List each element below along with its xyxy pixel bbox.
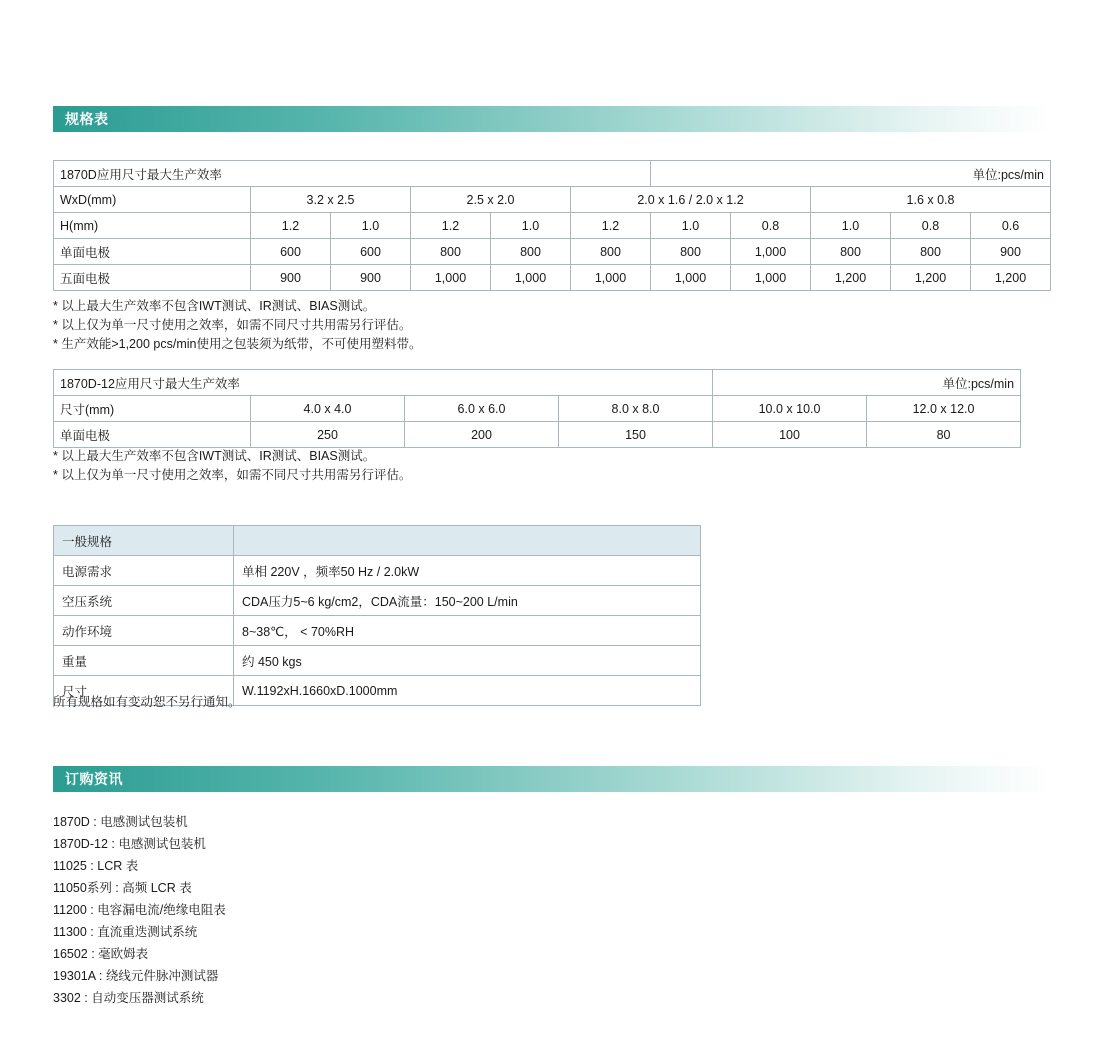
note-line: * 生产效能>1,200 pcs/min使用之包装须为纸带，不可使用塑料带。	[53, 337, 422, 351]
table1-cell: 600	[251, 239, 331, 265]
general-value: W.1192xH.1660xD.1000mm	[234, 676, 701, 706]
table1-cell: 0.6	[971, 213, 1051, 239]
table-row	[54, 187, 1051, 213]
table1-cell: 600	[331, 239, 411, 265]
table1-row0-label: WxD(mm)	[54, 187, 251, 213]
table-row	[54, 265, 1051, 291]
table-row	[54, 213, 1051, 239]
table-row	[54, 586, 701, 616]
table1-cell: 1,200	[891, 265, 971, 291]
table2-size: 12.0 x 12.0	[867, 396, 1021, 422]
table2-rate: 80	[867, 422, 1021, 448]
table2-size: 4.0 x 4.0	[251, 396, 405, 422]
section-title-ordering: 订购资讯	[65, 771, 123, 787]
table-general-specs	[53, 525, 701, 706]
table1-cell: 800	[411, 239, 491, 265]
table1-group-0: 3.2 x 2.5	[251, 187, 411, 213]
list-item: 11300 : 直流重迭测试系统	[53, 925, 198, 939]
general-label: 动作环境	[54, 616, 234, 646]
table1-cell: 1,000	[731, 265, 811, 291]
table1-cell: 0.8	[731, 213, 811, 239]
list-item: 11025 : LCR 表	[53, 859, 139, 873]
note-line: * 以上最大生产效率不包含IWT测试、IR测试、BIAS测试。	[53, 299, 376, 313]
ordering-info-list	[53, 811, 226, 1009]
disclaimer-text: 所有规格如有变动恕不另行通知。	[53, 695, 241, 709]
section-header-ordering	[53, 766, 1050, 792]
section-header-spec	[53, 106, 1050, 132]
table1-cell: 900	[971, 239, 1051, 265]
general-value: CDA压力5~6 kg/cm2，CDA流量：150~200 L/min	[234, 586, 701, 616]
general-label: 尺寸	[54, 676, 234, 706]
table-row	[54, 422, 1021, 448]
table2-rate: 100	[713, 422, 867, 448]
list-item: 1870D : 电感测试包装机	[53, 815, 188, 829]
table2-rate: 250	[251, 422, 405, 448]
table1-cell: 1,000	[571, 265, 651, 291]
table-row	[54, 526, 701, 556]
table2-rate: 150	[559, 422, 713, 448]
table1-row2-label: 单面电极	[54, 239, 251, 265]
note-line: * 以上仅为单一尺寸使用之效率，如需不同尺寸共用需另行评估。	[53, 318, 412, 332]
table1-cell: 1,000	[731, 239, 811, 265]
note-line: * 以上仅为单一尺寸使用之效率，如需不同尺寸共用需另行评估。	[53, 468, 412, 482]
list-item: 19301A : 绕线元件脉冲测试器	[53, 969, 219, 983]
table1-cell: 1.2	[411, 213, 491, 239]
table1-cell: 1.2	[251, 213, 331, 239]
table-row	[54, 616, 701, 646]
table1-cell: 1.0	[331, 213, 411, 239]
table2-size: 10.0 x 10.0	[713, 396, 867, 422]
table-row	[54, 396, 1021, 422]
general-caption: 一般规格	[54, 526, 234, 556]
table2-size-label: 尺寸(mm)	[54, 396, 251, 422]
table2-rate-label: 单面电极	[54, 422, 251, 448]
general-value: 约 450 kgs	[234, 646, 701, 676]
general-value: 8~38℃， < 70%RH	[234, 616, 701, 646]
table1-group-1: 2.5 x 2.0	[411, 187, 571, 213]
table1-row3-label: 五面电极	[54, 265, 251, 291]
table1-cell: 1.0	[811, 213, 891, 239]
list-item: 3302 : 自动变压器测试系统	[53, 991, 204, 1005]
table1-cell: 1,200	[971, 265, 1051, 291]
table1-cell: 1,000	[651, 265, 731, 291]
table-1870d-throughput	[53, 160, 1051, 291]
table2-size: 8.0 x 8.0	[559, 396, 713, 422]
table1-row1-label: H(mm)	[54, 213, 251, 239]
list-item: 11050系列 : 高频 LCR 表	[53, 881, 192, 895]
table1-cell: 800	[571, 239, 651, 265]
table1-cell: 900	[251, 265, 331, 291]
table1-cell: 800	[651, 239, 731, 265]
table1-cell: 1,000	[491, 265, 571, 291]
table1-cell: 900	[331, 265, 411, 291]
table1-cell: 1.0	[651, 213, 731, 239]
table2-caption: 1870D-12应用尺寸最大生产效率	[54, 370, 713, 396]
table1-group-3: 1.6 x 0.8	[811, 187, 1051, 213]
table1-cell: 1.2	[571, 213, 651, 239]
general-label: 重量	[54, 646, 234, 676]
table1-unit: 单位:pcs/min	[651, 161, 1051, 187]
table1-cell: 1.0	[491, 213, 571, 239]
notes-table1	[53, 297, 421, 354]
table2-rate: 200	[405, 422, 559, 448]
notes-table2	[53, 447, 411, 485]
table1-cell: 800	[891, 239, 971, 265]
list-item: 1870D-12 : 电感测试包装机	[53, 837, 206, 851]
table1-cell: 1,000	[411, 265, 491, 291]
general-value: 单相 220V ，频率50 Hz / 2.0kW	[234, 556, 701, 586]
general-caption-spacer	[234, 526, 701, 556]
table1-cell: 800	[811, 239, 891, 265]
table1-group-2: 2.0 x 1.6 / 2.0 x 1.2	[571, 187, 811, 213]
section-title-spec: 规格表	[65, 111, 109, 127]
table-1870d12-throughput	[53, 369, 1021, 448]
list-item: 16502 : 毫欧姆表	[53, 947, 149, 961]
general-label: 电源需求	[54, 556, 234, 586]
table1-caption: 1870D应用尺寸最大生产效率	[54, 161, 651, 187]
table2-unit: 单位:pcs/min	[713, 370, 1021, 396]
table-row	[54, 161, 1051, 187]
general-label: 空压系统	[54, 586, 234, 616]
table-row	[54, 239, 1051, 265]
table1-cell: 0.8	[891, 213, 971, 239]
list-item: 11200 : 电容漏电流/绝缘电阻表	[53, 903, 226, 917]
table-row	[54, 370, 1021, 396]
table-row	[54, 646, 701, 676]
note-line: * 以上最大生产效率不包含IWT测试、IR测试、BIAS测试。	[53, 449, 376, 463]
table-row	[54, 556, 701, 586]
table1-cell: 1,200	[811, 265, 891, 291]
table2-size: 6.0 x 6.0	[405, 396, 559, 422]
table1-cell: 800	[491, 239, 571, 265]
